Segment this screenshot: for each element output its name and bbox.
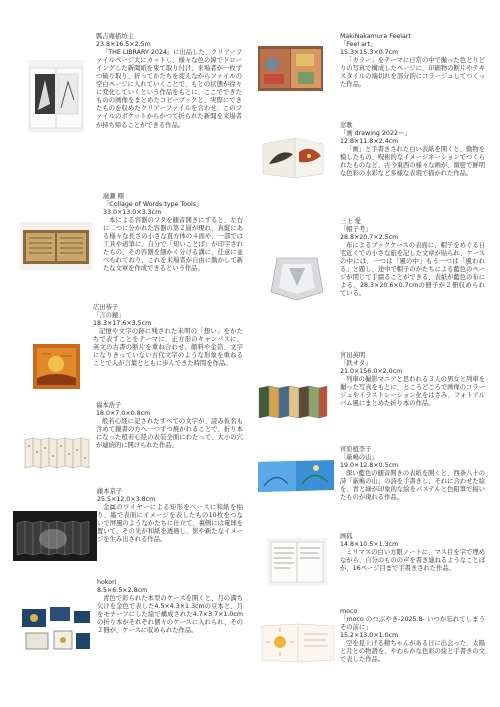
dimensions: 14.8×10.5×1.3cm [340, 541, 399, 549]
artist-name: 福本浩子 [96, 402, 122, 409]
dimensions: 25.5×12.0×3.8cm [97, 496, 156, 504]
artist-name: 宮原植李子 [340, 446, 372, 453]
artist-name: 瓢吉庵描坊主 [96, 33, 134, 40]
description: 金属のワイヤーによる矩形をベースに和紙を貼り、墨で表面にイメージを表したもの10枚をつないで屏風のようなかたちに仕立て、裏側には電球を置いて、その光が和紙を透過し、影や新たなイメージを生み出される作品。 [97, 504, 243, 544]
description: 記憶や文字の跡に残された未明の「想い」をかたちで表すことをテーマに、正方形のキャンバスに、英文の古書の断片を重ね合わせ、顔料や金箔、文字になりきっていない古代文字のような形象を重ねることで人が言葉とともに歩んできた時間を作品。 [93, 328, 243, 368]
artist-name: hokori [97, 579, 117, 586]
dimensions: 12.8×11.8×2.4cm [340, 138, 399, 146]
description: 深い藍色の観音開きの表紙を開くと、西条八十の詩「厳嶋の山」の詩を手書きし、それに合わせた絵を、青と緑が印象的な絵をパステルと色鉛筆で描いたものが現れる作品。 [340, 470, 485, 502]
artist-name: 窓歌 [340, 122, 353, 129]
artwork-photo [13, 511, 97, 561]
description: 「画」と手書きされた白い表紙を開くと、動物を模したもの、呪術的なイメージネーションでつくられたものなど、古今東西の様々な画が、緻密で鮮明な色彩の水彩など多様な表現で描かれた作品。 [340, 146, 485, 178]
dimensions: 19.0×12.8×0.5cm [340, 462, 399, 470]
artwork-title: 「厳嶋の山」 [340, 454, 378, 462]
description: 列車の撮影マニアと思われる３人の男女と列車を撮った写真をもとに、ところどころで画像のコラージュやイラストレーション化をはさみ、フォトアルバム風にまとめた折り本の作品。 [340, 376, 485, 408]
artwork-title: 「鉄オタ」 [340, 360, 372, 368]
description: 本による容器のフタを観音開きにすると、左右に二つに分かれた容器の第２層が現れ、真縦にある様々な長さの小さな直方体の４面や、一部では工具や道筆に、自分で「知いことば」が印字されたもの、その容器を細かく分ける溝に、任意に並べられており、これを来場者が自由に動かして新たな文章を作成できるという作品。 [103, 217, 243, 273]
description: 布によるブックケースの表面に、帽子をめぐる自宅近くでの小さな旅を記した文章が貼られ、ケースの中には、一つは「風の中」もう一つは「風われる」と題し、途中で帽子のかたちによる藍色のページが閉じて手綴ることができる、表紙が藍色の布による、28.3×20.6×0.7cmの冊子が２冊収められている。 [340, 242, 485, 298]
artwork-photo [22, 432, 92, 472]
artist-name: 宮田英明 [340, 352, 366, 359]
artist-name: 廣瀬 剛 [103, 193, 124, 200]
artist-name: 三上 愛 [340, 218, 361, 225]
dimensions: 15.2×13.0×1.0cm [340, 632, 399, 640]
artist-name: MakiNakamura Feelart [340, 33, 411, 40]
artwork-photo [256, 456, 336, 496]
description: 般若心経に記されたすべての文字が、読み仮名も含めて鏡書の方へ一つずつ焼かれることで、折り本になった般若心経の表装全面にわたって、大小の穴が連続的に開けられた作品。 [96, 418, 243, 450]
artwork-title: 「帽子考」 [340, 226, 372, 234]
description: 空を見上げる精ちゃんがある日に出会った、太陽と月との物語を、やわらかな色彩の絵と手書きの文で表した作品。 [340, 640, 485, 664]
artist-name: 藤本京子 [97, 488, 123, 495]
dimensions: 18.0×7.0×0.8cm [96, 410, 151, 418]
description: 青色で彩られた本型のケースを開くと、月の満ち欠けを金色で表した4.5×4.3×1.3cmの豆本と、月をモチーフにした絵で構成された4.7×3.7×1.0cmの折り本がそれぞれ個々のケースに入れられ、その２冊が、ケースに収められた作品。 [97, 595, 243, 635]
artwork-title: 「Collage of Words:type Tools」 [103, 201, 203, 209]
artwork-photo [28, 60, 84, 132]
dimensions: 18.3×17.6×3.5cm [93, 320, 152, 328]
artist-name: 広田恭子 [93, 304, 119, 311]
artwork-photo [20, 222, 92, 270]
artwork-title: 「moco のつぶやき-2025.8- いつか忘れてしまうその前に」 [340, 616, 485, 632]
description: 「カラー」をテーマに日常の中で撮った色とりどりの写真で構成したページに、印刷物の断片やテキスタイルの端切れを部分的にコラージュしてつくった作品。 [340, 57, 485, 89]
artist-name: 画狐 [340, 533, 353, 540]
artwork-title: 「Feel art」 [340, 41, 377, 49]
artwork-photo [33, 344, 80, 389]
artwork-photo [258, 618, 338, 668]
dimensions: 8.5×6.5×2.8cm [97, 587, 148, 595]
dimensions: 28.8×20.7×2.5cm [340, 234, 399, 242]
dimensions: 21.0×156.0×2.0cm [340, 368, 403, 376]
description: ミリマスの白い方眼ノートに、マス目を字で埋めながら、自分のものの声を書き連ねるようなことばが、16ページ目まで手書きされた作品。 [340, 549, 485, 573]
dimensions: 23.8×16.5×2.5m [96, 41, 151, 49]
artwork-photo [257, 382, 329, 420]
artist-name: moco [340, 608, 358, 615]
description: 「THE LIBRARY 2024」に出品した、クリアーファイルページ大にカットし、様々な色の線でドローイングした新聞紙を束て取り付け、来場者が一枚ずつ破り取り、折ってかたちを変えながらファイルの空白ページに入れていくことで、もとの状態が徐々に変化していくという作品をもとに、ここでできたものの画像をまとめたコピーブックと、実際にできたものを収めたクリアーファイルを合わせ、このファイルのポケットからかつて折られた新聞を来場者が持ち帰ることができる作品。 [96, 49, 242, 129]
artwork-photo [258, 46, 323, 91]
artwork-photo [267, 538, 327, 586]
artwork-photo [18, 603, 94, 655]
artwork-photo [267, 252, 327, 302]
dimensions: 15.3×15.3×0.7cm [340, 49, 399, 57]
artwork-photo [259, 134, 327, 182]
dimensions: 33.0×13.0×3.3cm [103, 209, 162, 217]
artwork-title: 「言の鏡」 [93, 312, 125, 320]
artwork-title: 「画 drawing 2022〜」 [340, 130, 411, 138]
